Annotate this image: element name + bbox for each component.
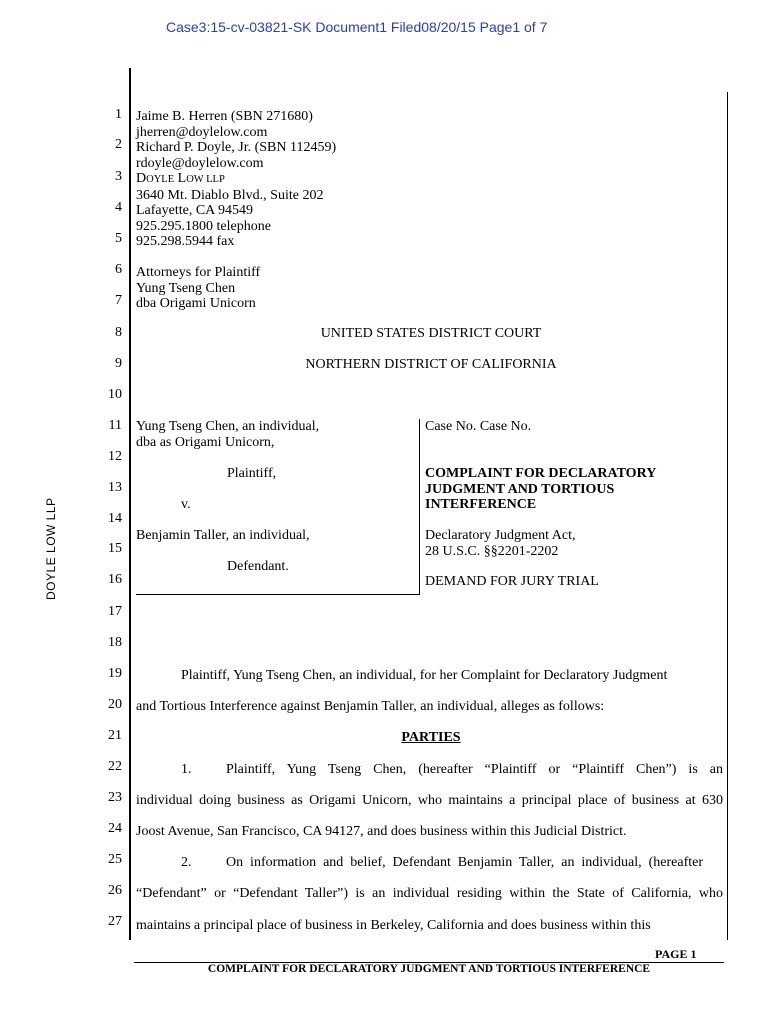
line-number: 12 (108, 449, 122, 464)
line-number: 15 (108, 541, 122, 556)
line-number: 22 (108, 759, 122, 774)
attorney-block (136, 109, 336, 250)
paragraph-2-line: On information and belief, Defendant Benjamin Taller, an individual, (hereafter (226, 855, 703, 870)
line-number: 5 (115, 231, 122, 246)
right-margin-rule (727, 92, 728, 940)
court-district: NORTHERN DISTRICT OF CALIFORNIA (305, 357, 557, 372)
complaint-title-line: INTERFERENCE (425, 497, 537, 512)
line-number: 1 (115, 107, 122, 122)
line-number: 27 (108, 914, 122, 929)
line-number: 10 (108, 387, 122, 402)
line-number: 23 (108, 790, 122, 805)
firm-side-label: DOYLE LOW LLP (44, 497, 58, 600)
attorneys-for-block (136, 265, 260, 312)
filing-header: Case3:15-cv-03821-SK Document1 Filed08/20/15 Page1 of 7 (166, 19, 548, 35)
attorney-line: jherren@doylelow.com (136, 124, 268, 140)
line-number: 26 (108, 883, 122, 898)
address-line: Lafayette, CA 94549 (136, 203, 254, 218)
attorney-line: rdoyle@doylelow.com (136, 155, 264, 171)
left-margin-rule (129, 68, 131, 940)
complaint-title (425, 466, 656, 513)
attorney-line: Jaime B. Herren (SBN 271680) (136, 109, 313, 124)
client-dba: dba Origami Unicorn (136, 296, 256, 311)
line-number: 20 (108, 697, 122, 712)
line-number: 7 (115, 293, 122, 308)
line-number: 2 (115, 137, 122, 152)
footer-title: COMPLAINT FOR DECLARATORY JUDGMENT AND TORTIOUS INTERFERENCE (207, 963, 651, 975)
court-name: UNITED STATES DISTRICT COURT (320, 326, 542, 341)
statute-line: Declaratory Judgment Act, (425, 528, 576, 543)
caption-underline (136, 594, 420, 595)
paragraph-number: 1. (181, 762, 192, 777)
line-number: 17 (108, 604, 122, 619)
address-line: 3640 Mt. Diablo Blvd., Suite 202 (136, 187, 324, 203)
paragraph-1-line: Joost Avenue, San Francisco, CA 94127, and does business within this Judicial District. (136, 824, 627, 839)
line-number: 9 (115, 356, 122, 371)
line-number: 24 (108, 821, 122, 836)
line-number: 16 (108, 572, 122, 587)
paragraph-number: 2. (181, 855, 192, 870)
intro-line-2: and Tortious Interference against Benjamin Taller, an individual, alleges as follows: (136, 699, 605, 714)
attorneys-for-line: Attorneys for Plaintiff (136, 265, 261, 280)
line-number: 13 (108, 480, 122, 495)
line-number: 19 (108, 666, 122, 681)
jury-demand: DEMAND FOR JURY TRIAL (425, 574, 599, 589)
phone-line: 925.295.1800 telephone (136, 218, 271, 234)
page-label: PAGE 1 (655, 947, 697, 961)
fax-line: 925.298.5944 fax (136, 234, 235, 249)
line-number: 4 (115, 200, 122, 215)
paragraph-1-line: individual doing business as Origami Unicorn, who maintains a principal place of business at 630 (136, 793, 723, 808)
attorney-line: Richard P. Doyle, Jr. (SBN 112459) (136, 140, 337, 155)
plaintiff-role: Plaintiff, (227, 466, 277, 481)
line-number: 6 (115, 262, 122, 277)
plaintiff-dba: dba as Origami Unicorn, (136, 435, 275, 450)
versus: v. (181, 497, 191, 512)
paragraph-1-line: Plaintiff, Yung Tseng Chen, (hereafter “Plaintiff or “Plaintiff Chen”) is an (226, 762, 723, 777)
complaint-title-line: COMPLAINT FOR DECLARATORY (425, 466, 657, 481)
case-number: Case No. Case No. (425, 419, 532, 434)
line-number: 18 (108, 635, 122, 650)
paragraph-2-line: maintains a principal place of business in Berkeley, California and does business within this (136, 918, 651, 933)
section-heading: PARTIES (401, 730, 461, 745)
client-name: Yung Tseng Chen (136, 280, 236, 296)
line-number: 21 (108, 728, 122, 743)
paragraph-2-line: “Defendant” or “Defendant Taller”) is an individual residing within the State of California, who (136, 886, 723, 901)
plaintiff-name: Yung Tseng Chen, an individual, (136, 419, 320, 434)
line-number: 3 (115, 169, 122, 184)
intro-line-1: Plaintiff, Yung Tseng Chen, an individual, for her Complaint for Declaratory Judgment (181, 668, 668, 683)
line-number: 8 (115, 325, 122, 340)
line-number: 14 (108, 511, 122, 526)
caption-divider (419, 419, 420, 594)
line-number: 11 (108, 418, 122, 433)
statute-line: 28 U.S.C. §§2201-2202 (425, 543, 559, 559)
statute-reference (425, 528, 575, 559)
defendant-role: Defendant. (227, 559, 289, 574)
complaint-title-line: JUDGMENT AND TORTIOUS (425, 481, 615, 497)
defendant-name: Benjamin Taller, an individual, (136, 528, 310, 543)
firm-name: DOYLE LOW LLP (136, 171, 225, 186)
line-number: 25 (108, 852, 122, 867)
